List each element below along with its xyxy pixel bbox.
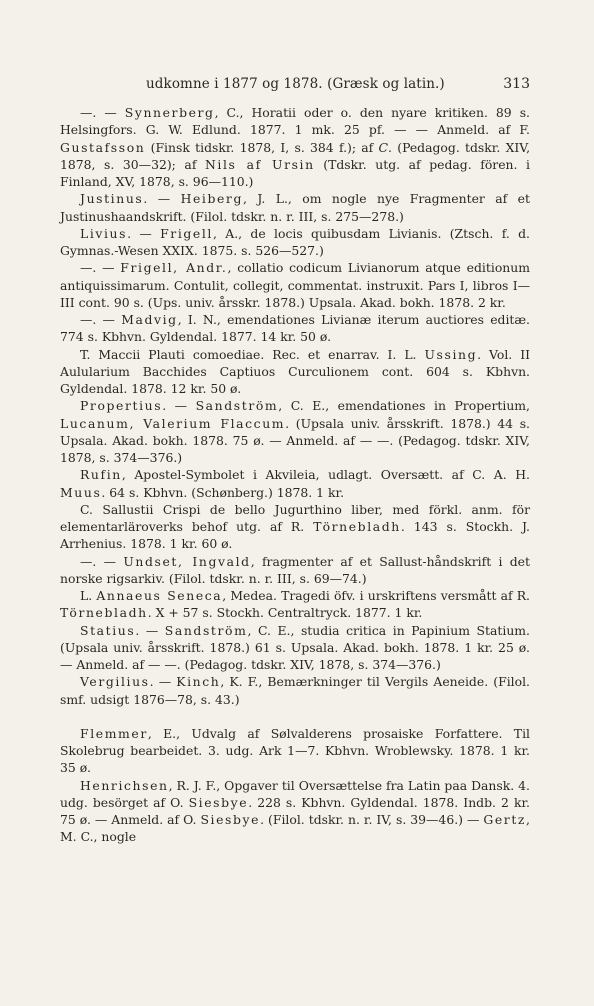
bibliography-section-latin-authors bbox=[60, 104, 530, 708]
spaced-name: Frigell, Andr. bbox=[120, 260, 228, 276]
spaced-name: Kinch bbox=[176, 674, 221, 690]
entry-text: . Vol. II Aulularium Bacchides Captiuos Curculionem cont. 604 s. Kbhvn. Gyldendal. 1878. 12 kr. 50 ø. bbox=[60, 346, 530, 396]
spaced-name: Livius bbox=[80, 225, 128, 241]
entry-text: , J. L., om nogle nye Fragmenter af et Justinushaandskrift. (Filol. tdskr. n. r. III, s. 275—278.) bbox=[60, 191, 530, 224]
bibliography-section-readers bbox=[60, 725, 530, 846]
bibliography-entry bbox=[60, 466, 530, 501]
entry-text: —. — bbox=[80, 260, 121, 276]
entry-text: (Finsk tidskr. 1878, I, s. 384 f.); af bbox=[145, 139, 379, 155]
entry-text: , C. E., studia critica in Papinium Statium. (Upsala univ. årsskrift. 1878.) 61 s. Upsala. Akad. bokh. 1878. 1 kr. 25 ø. — Anmeld. af — —. (Pedagog. tdskr. XIV, 1878, s. 374—376.) bbox=[60, 622, 530, 672]
spaced-name: Siesbye bbox=[188, 794, 249, 810]
bibliography-body bbox=[60, 104, 530, 846]
entry-text: . — bbox=[135, 622, 165, 638]
entry-text: , collatio codicum Livianorum atque editionum antiquissimarum. Contulit, collegit, commentat. instruxit. Pars I, libros I—III cont. 90 s. (Ups. univ. årsskr. 1878.) Upsala. Akad. bokh. 1878. 2 kr. bbox=[60, 260, 530, 310]
entry-text: (Tdskr. utg. af pedag. fören. i Finland, XV, 1878, s. 96—110.) bbox=[60, 156, 530, 189]
spaced-name: Sandström bbox=[164, 622, 248, 638]
spaced-name: Synnerberg bbox=[124, 105, 215, 120]
spaced-name: Nils af Ursin bbox=[204, 156, 315, 172]
bibliography-entry bbox=[60, 346, 530, 398]
entry-text: L. bbox=[80, 588, 97, 603]
spaced-name: Heiberg bbox=[180, 191, 243, 207]
entry-text: —. — bbox=[80, 312, 122, 327]
bibliography-entry bbox=[60, 311, 530, 346]
spaced-name: Siesbye bbox=[200, 812, 261, 827]
bibliography-entry bbox=[60, 673, 530, 708]
entry-text: . — bbox=[127, 225, 161, 241]
bibliography-entry bbox=[60, 553, 530, 588]
italic-text: C bbox=[378, 139, 389, 155]
entry-text: . 228 s. Kbhvn. Gyldendal. 1878. Indb. 2 kr. 75 ø. — Anmeld. af O. bbox=[60, 794, 530, 827]
entry-text: —. — bbox=[80, 553, 124, 569]
bibliography-entry bbox=[60, 501, 530, 553]
page-number: 313 bbox=[503, 76, 530, 92]
bibliography-entry bbox=[60, 190, 530, 225]
bibliography-entry bbox=[60, 397, 530, 466]
spaced-name: Vergilius bbox=[80, 674, 150, 690]
bibliography-entry bbox=[60, 587, 530, 622]
entry-text: . (Upsala univ. årsskrift. 1878.) 44 s. Upsala. Akad. bokh. 1878. 75 ø. — Anmeld. af — —. (Pedagog. tdskr. XIV, 1878, s. 374—376.) bbox=[60, 415, 530, 465]
entry-text: , A., de locis quibusdam Livianis. (Ztsch. f. d. Gymnas.-Wesen XXIX. 1875. s. 526—527.) bbox=[60, 225, 530, 258]
entry-text: . — bbox=[162, 398, 196, 414]
entry-text: , M. C., nogle bbox=[60, 812, 530, 845]
entry-text: , Medea. Tragedi öfv. i urskriftens versmått af R. bbox=[222, 588, 530, 603]
bibliography-entry bbox=[60, 622, 530, 674]
entry-text: , fragmenter af et Sallust-håndskrift i det norske rigsarkiv. (Filol. tdskr. n. r. III, s. 69—74.) bbox=[60, 553, 530, 586]
entry-text: , E., Udvalg af Sølvalderens prosaiske Forfattere. Til Skolebrug bearbeidet. 3. udg. Ark 1—7. Kbhvn. Wroblewsky. 1878. 1 kr. 35 ø. bbox=[60, 725, 530, 776]
entry-text: . 64 s. Kbhvn. (Schønberg.) 1878. 1 kr. bbox=[101, 484, 345, 500]
entry-text: . (Pedagog. tdskr. XIV, 1878, s. 30—32); af bbox=[60, 139, 531, 172]
bibliography-entry bbox=[60, 725, 530, 777]
spaced-name: Flemmer bbox=[80, 725, 148, 741]
entry-text: , C. E., emendationes in Propertium, bbox=[278, 398, 530, 414]
spaced-name: Törnebladh bbox=[60, 605, 148, 621]
entry-text: , K. F., Bemærkninger til Vergils Aeneide. (Filol. smf. udsigt 1876—78, s. 43.) bbox=[60, 674, 530, 707]
spaced-name: Ussing bbox=[424, 346, 478, 362]
spaced-name: Gertz bbox=[483, 812, 527, 827]
entry-text: , R. J. F., Opgaver til Oversættelse fra Latin paa Dansk. 4. udg. besörget af O. bbox=[60, 777, 530, 810]
entry-text: . (Filol. tdskr. n. r. IV, s. 39—46.) — bbox=[260, 812, 484, 827]
spaced-name: Annaeus Seneca bbox=[96, 588, 223, 603]
entry-text: T. Maccii Plauti comoediae. Rec. et enarrav. I. L. bbox=[80, 346, 425, 362]
spaced-name: Rufin bbox=[80, 467, 122, 483]
bibliography-entry bbox=[60, 104, 530, 190]
spaced-name: Statius bbox=[80, 622, 136, 638]
spaced-name: Henrichsen bbox=[80, 777, 169, 793]
entry-text: . 143 s. Stockh. J. Arrhenius. 1878. 1 kr. 60 ø. bbox=[60, 519, 530, 552]
spaced-name: Propertius bbox=[80, 398, 163, 414]
entry-text: . — bbox=[143, 191, 181, 207]
spaced-name: Törnebladh bbox=[313, 519, 401, 534]
spaced-name: Frigell bbox=[160, 225, 213, 241]
entry-text: C. Sallustii Crispi de bello Jugurthino liber, med förkl. anm. för elementarläroverks behof utg. af R. bbox=[60, 501, 530, 534]
spaced-name: Undset, Ingvald bbox=[123, 553, 251, 569]
bibliography-entry bbox=[60, 225, 530, 260]
bibliography-entry bbox=[60, 259, 530, 311]
bibliography-entry bbox=[60, 777, 530, 846]
spaced-name: Muus bbox=[60, 484, 102, 500]
spaced-name: Madvig bbox=[121, 312, 178, 327]
running-title: udkomne i 1877 og 1878. (Græsk og latin.) bbox=[146, 76, 445, 92]
spaced-name: Sandström bbox=[195, 398, 279, 414]
entry-text: —. — bbox=[80, 105, 125, 120]
spaced-name: Gustafsson bbox=[60, 139, 146, 155]
spaced-name: Lucanum, Valerium Flaccum bbox=[60, 415, 286, 431]
section-gap bbox=[60, 708, 530, 725]
page-header bbox=[60, 76, 530, 98]
entry-text: , C., Horatii oder o. den nyare kritiken. 89 s. Helsingfors. G. W. Edlund. 1877. 1 mk. 25 pf. — — Anmeld. af F. bbox=[60, 105, 530, 138]
entry-text: . — bbox=[149, 674, 177, 690]
spaced-name: Justinus bbox=[80, 191, 144, 207]
entry-text: . X + 57 s. Stockh. Centraltryck. 1877. 1 kr. bbox=[147, 605, 423, 621]
entry-text: , Apostel-Symbolet i Akvileia, udlagt. Oversætt. af C. A. H. bbox=[121, 467, 530, 483]
entry-text: , I. N., emendationes Livianæ iterum auctiores editæ. 774 s. Kbhvn. Gyldendal. 1877. 14 kr. 50 ø. bbox=[60, 312, 530, 345]
